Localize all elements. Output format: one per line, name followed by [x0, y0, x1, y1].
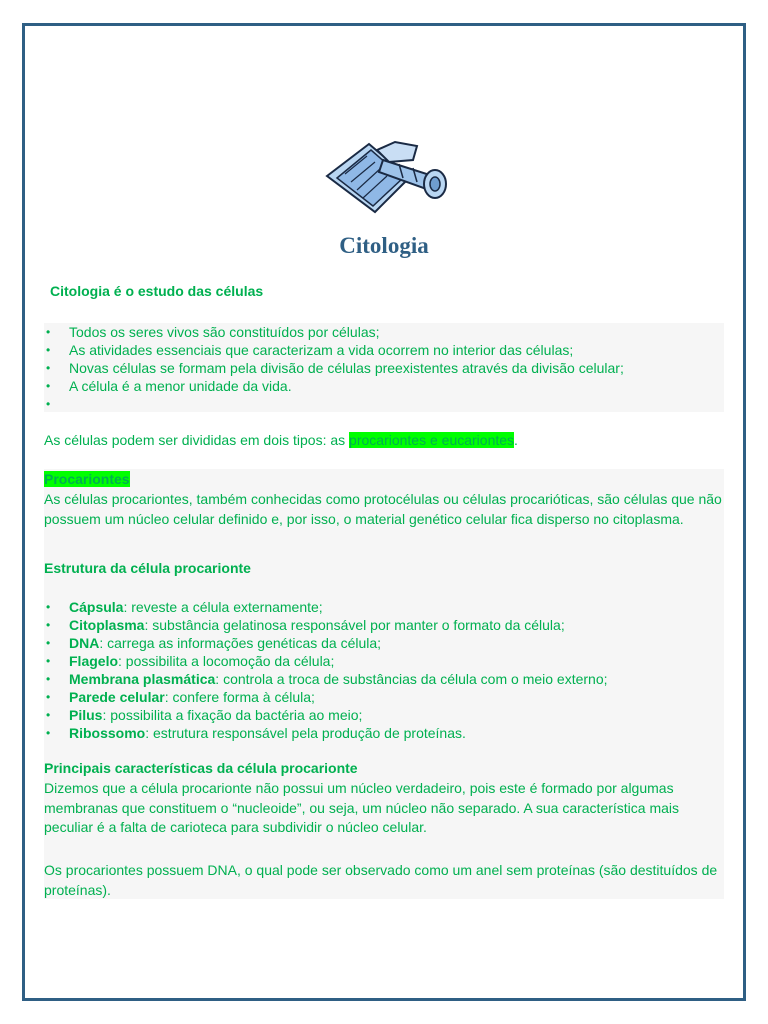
- list-item: • DNA: carrega as informações genéticas da célula;: [25, 634, 725, 652]
- page-frame: [22, 23, 746, 1001]
- intro-list: [25, 323, 725, 395]
- caracteristicas-heading: Principais características da célula procarionte: [44, 760, 358, 776]
- estrutura-list: [25, 598, 725, 742]
- list-item: • Novas células se formam pela divisão de células preexistentes através da divisão celular;: [25, 359, 725, 377]
- list-item: • Citoplasma: substância gelatinosa responsável por manter o formato da célula;: [25, 616, 725, 634]
- cell-types-paragraph: As células podem ser divididas em dois tipos: as procariontes e eucariontes.: [44, 432, 518, 448]
- dna-paragraph: Os procariontes possuem DNA, o qual pode ser observado como um anel sem proteínas (são destituídos de proteínas).: [44, 862, 718, 898]
- list-item: • Parede celular: confere forma à célula;: [25, 688, 725, 706]
- list-item: • Flagelo: possibilita a locomoção da célula;: [25, 652, 725, 670]
- caracteristicas-paragraph: Dizemos que a célula procarionte não possui um núcleo verdadeiro, pois este é formado por algumas membranas que constituem o “nucleoide”, ou seja, um núcleo não separado. A sua característica mais peculiar é a falta de carioteca para subdividir o núcleo celular.: [44, 780, 680, 835]
- section-subtitle: Citologia é o estudo das células: [50, 283, 264, 299]
- list-item: • Ribossomo: estrutura responsável pela produção de proteínas.: [25, 724, 725, 742]
- procariontes-heading: Procariontes: [44, 471, 130, 487]
- book-telescope-illustration: [317, 116, 457, 226]
- list-item: • As atividades essenciais que caracterizam a vida ocorrem no interior das células;: [25, 341, 725, 359]
- list-item: • A célula é a menor unidade da vida.: [25, 377, 725, 395]
- highlighted-terms: procariontes e eucariontes: [349, 432, 515, 448]
- list-item: • Membrana plasmática: controla a troca de substâncias da célula com o meio externo;: [25, 670, 725, 688]
- procariontes-paragraph: As células procariontes, também conhecidas como protocélulas ou células procarióticas, são células que não possuem um núcleo celular definido e, por isso, o material genético celular fica disperso no citoplasma.: [44, 491, 722, 527]
- list-item: • Todos os seres vivos são constituídos por células;: [25, 323, 725, 341]
- list-item: • Cápsula: reveste a célula externamente;: [25, 598, 725, 616]
- list-item: • Pilus: possibilita a fixação da bactéria ao meio;: [25, 706, 725, 724]
- estrutura-heading: Estrutura da célula procarionte: [44, 560, 251, 576]
- page-title: Citologia: [339, 233, 429, 258]
